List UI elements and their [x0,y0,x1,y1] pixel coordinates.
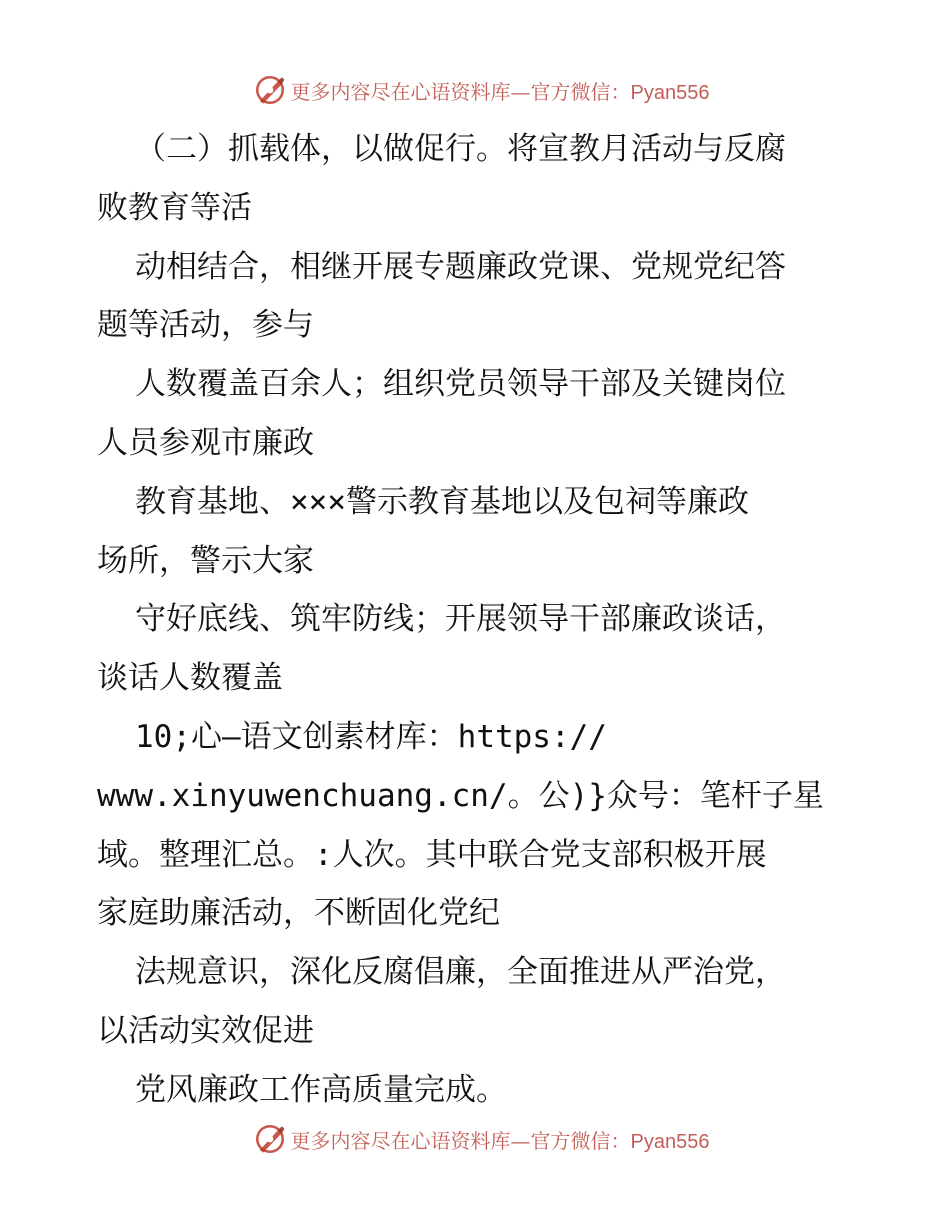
text-line: 法规意识，深化反腐倡廉，全面推进从严治党， [135,954,786,991]
header-watermark-banner [0,70,950,110]
text-line: 人数覆盖百余人；组织党员领导干部及关键岗位 [135,366,786,403]
text-line: 以活动实效促进 [97,1012,314,1049]
text-line: 党风廉政工作高质量完成。 [135,1071,507,1108]
pen-logo-icon [253,73,287,107]
text-line: 域。整理汇总。:人次。其中联合党支部积极开展 [97,836,767,873]
text-line: 败教育等活 [97,189,252,226]
text-line: 题等活动，参与 [97,307,314,344]
watermark-text: 更多内容尽在心语资料库—官方微信：Pyan556 [290,1128,710,1153]
text-line: 动相结合，相继开展专题廉政党课、党规党纪答 [135,248,786,285]
pen-logo-icon [253,1122,287,1156]
text-line: 谈话人数覆盖 [97,660,283,697]
footer-watermark-banner [0,1119,950,1159]
text-line: 人员参观市廉政 [97,424,314,461]
text-line: （二）抓载体，以做促行。将宣教月活动与反腐 [135,131,786,167]
watermark-handle: Pyan556 [630,1130,710,1153]
text-line: 场所，警示大家 [97,542,314,579]
watermark-handle: Pyan556 [630,81,710,104]
text-line: 家庭助廉活动，不断固化党纪 [97,895,500,932]
document-body [97,120,857,1120]
text-line: www.xinyuwenchuang.cn/。公)}众号：笔杆子星 [97,777,824,814]
text-line: 10;心—语文创素材库：https:// [135,718,607,755]
text-line: 教育基地、×××警示教育基地以及包祠等廉政 [135,483,749,520]
text-line: 守好底线、筑牢防线；开展领导干部廉政谈话， [135,601,786,638]
watermark-text: 更多内容尽在心语资料库—官方微信：Pyan556 [290,79,710,104]
